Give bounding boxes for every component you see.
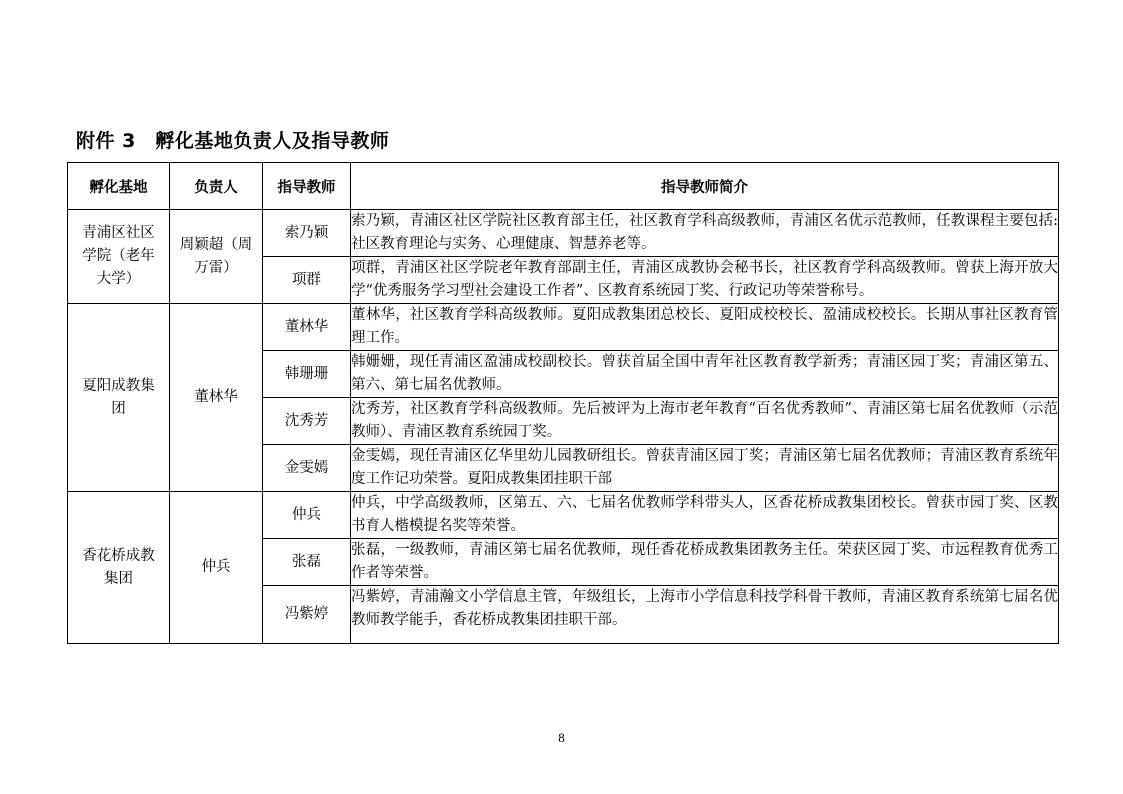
teacher-intro: 仲兵，中学高级教师，区第五、六、七届名优教师学科带头人，区香花桥成教集团校长。曾获市园丁奖、区教书育人楷模提名奖等荣誉。 (351, 492, 1059, 539)
page-title: 附件 3 孵化基地负责人及指导教师 (76, 130, 390, 152)
base-cell: 香花桥成教集团 (68, 492, 170, 644)
teacher-name: 沈秀芳 (263, 398, 351, 445)
teacher-intro: 韩姗姗，现任青浦区盈浦成校副校长。曾获首届全国中青年社区教育教学新秀；青浦区园丁奖；青浦区第五、第六、第七届名优教师。 (351, 351, 1059, 398)
teacher-intro: 项群，青浦区社区学院老年教育部副主任，青浦区成教协会秘书长，社区教育学科高级教师。曾获上海开放大学“优秀服务学习型社会建设工作者”、区教育系统园丁奖、行政记功等荣誉称号。 (351, 257, 1059, 304)
teacher-name: 张磊 (263, 539, 351, 586)
table-row (68, 492, 1059, 539)
leader-cell: 仲兵 (170, 492, 263, 644)
base-cell: 夏阳成教集团 (68, 304, 170, 492)
teacher-name: 韩珊珊 (263, 351, 351, 398)
base-cell: 青浦区社区学院（老年大学） (68, 210, 170, 304)
teacher-name: 董林华 (263, 304, 351, 351)
teacher-intro: 沈秀芳，社区教育学科高级教师。先后被评为上海市老年教育“百名优秀教师”、青浦区第七届名优教师（示范教师）、青浦区教育系统园丁奖。 (351, 398, 1059, 445)
leader-cell: 周颖超（周万雷） (170, 210, 263, 304)
header-base: 孵化基地 (68, 163, 170, 210)
page-number: 8 (558, 730, 565, 745)
teacher-name: 冯紫婷 (263, 586, 351, 644)
teacher-intro: 金雯嫣，现任青浦区亿华里幼儿园教研组长。曾获青浦区园丁奖；青浦区第七届名优教师；青浦区教育系统年度工作记功荣誉。夏阳成教集团挂职干部 (351, 445, 1059, 492)
teacher-intro: 张磊，一级教师，青浦区第七届名优教师，现任香花桥成教集团教务主任。荣获区园丁奖、市远程教育优秀工作者等荣誉。 (351, 539, 1059, 586)
teacher-name: 索乃颖 (263, 210, 351, 257)
table-header-row (68, 163, 1059, 210)
teacher-intro: 董林华，社区教育学科高级教师。夏阳成教集团总校长、夏阳成校校长、盈浦成校校长。长期从事社区教育管理工作。 (351, 304, 1059, 351)
leader-cell: 董林华 (170, 304, 263, 492)
header-teacher: 指导教师 (263, 163, 351, 210)
table-row (68, 210, 1059, 257)
teacher-intro: 索乃颖，青浦区社区学院社区教育部主任，社区教育学科高级教师，青浦区名优示范教师，任教课程主要包括:社区教育理论与实务、心理健康、智慧养老等。 (351, 210, 1059, 257)
mentor-table (67, 162, 1059, 644)
teacher-name: 项群 (263, 257, 351, 304)
teacher-intro: 冯紫婷，青浦瀚文小学信息主管，年级组长，上海市小学信息科技学科骨干教师，青浦区教育系统第七届名优教师教学能手，香花桥成教集团挂职干部。 (351, 586, 1059, 644)
table-row (68, 304, 1059, 351)
header-intro: 指导教师简介 (351, 163, 1059, 210)
teacher-name: 仲兵 (263, 492, 351, 539)
teacher-name: 金雯嫣 (263, 445, 351, 492)
header-leader: 负责人 (170, 163, 263, 210)
